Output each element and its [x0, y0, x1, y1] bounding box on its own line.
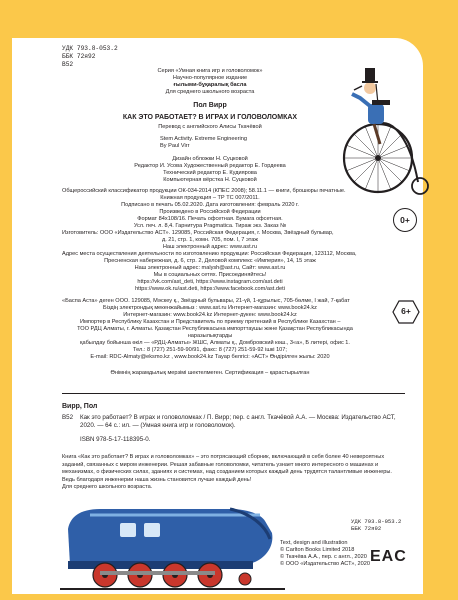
kz-line: қабылдау бойынша өкіл — «РДЦ-Алматы» ЖШС, Алматы қ., Домбровский көш., 3«а», Б литері, офис 1. [80, 340, 350, 346]
imprint-line: https://www.ok.ru/ast.deti, https://www.facebook.com/ast.deti [135, 286, 285, 292]
imprint-line: Подписано в печать 05.02.2020. Дата изготовления: февраль 2020 г. [121, 202, 299, 208]
imprint-line: Наш электронный адрес: www.ast.ru [162, 244, 258, 250]
credit-cover: Дизайн обложки Н. Суцковой [172, 156, 248, 162]
series-line-4: Для среднего школьного возраста [165, 89, 255, 95]
age-6-badge: 6+ [401, 306, 411, 316]
translation-credit: Перевод с английского Алисы Ткачёвой [158, 124, 262, 130]
imprint-line: Произведено в Российской Федерации [159, 209, 261, 215]
kz-line: «Баспа Аста» деген ООО. 129085, Мәскеу қ., Звёздный бульвары, 21-үй, 1-құрылыс, 705-бөлме, I жай, 7-қабат [62, 298, 350, 304]
bbk-code: ББК 72я92 [62, 53, 96, 60]
bbk-code-bottom: ББК 72я92 [351, 525, 382, 532]
validity-note: Өнімнің жарамдылық мерзімі шектелмеген. Сертификация – қарастырылған [110, 370, 310, 376]
kz-line: ТОО РДЦ Алматы, г. Алматы. Қазақстан Республикасына импорттаушы және Қазақстан Республикасында [77, 326, 353, 332]
annotation-line-2: Ведь благодаря инженерии наша жизнь становится лучше каждый день! [62, 477, 252, 483]
imprint-line: Мы в социальных сетях. Присоединяйтесь! [153, 272, 267, 278]
kz-line: Интернет-магазин: www.book24.kz Интернет-дүкен: www.book24.kz [123, 312, 297, 318]
kz-line: Тел.: 8 (727) 251-59-90/91, факс: 8 (727) 251-59-92 ішкі 107; [133, 347, 287, 353]
udk-code-bottom: УДК 793.8-053.2 [351, 518, 402, 525]
credit-layout: Компьютерная вёрстка Н. Суцковой [163, 177, 257, 183]
divider [62, 393, 405, 394]
imprint-line: Усл. печ. л. 8,4. Гарнитура Pragmatica. Тираж экз. Заказ № [133, 223, 287, 229]
catalog-author: Вирр, Пол [62, 403, 98, 410]
credit-editors: Редактор И. Усова Художественный редактор Е. Гордеева [134, 163, 286, 169]
credit-tech-editor: Технический редактор Е. Кудиярова [163, 170, 257, 176]
imprint-line: д. 21, стр. 1, комн. 705, пом. I, 7 этаж [161, 237, 259, 243]
kz-line: наразылықтарды [187, 333, 233, 339]
kz-line: Біздің электрондық мекенжайымыз : www.ast.ru Интернет-магазин: www.book24.kz [103, 305, 317, 311]
copyright-line: © Ткачёва А.А., пер. с англ., 2020 [280, 554, 367, 560]
series-line-1: Серия «Умная книга игр и головоломок» [157, 68, 263, 74]
imprint-line: Адрес места осуществления деятельности по изготовлению продукции: Российская Федерация, 123112, Москва, [62, 251, 357, 257]
catalog-description: Как это работает? В играх и головоломках / П. Вирр; пер. с англ. Ткачёвой А.А. — Москва: Издательство АСТ, 2020. — 64 с.: ил. — (Умная книга игр и головоломок). [80, 414, 396, 429]
imprint-line: Пресненская набережная, д. 6, стр. 2, Деловой комплекс «Империя», 14, 15 этаж [104, 258, 316, 264]
locomotive-illustration [60, 495, 285, 595]
book-title: КАК ЭТО РАБОТАЕТ? В ИГРАХ И ГОЛОВОЛОМКАХ [122, 114, 298, 121]
copyright-line: Text, design and illustration [280, 540, 348, 546]
catalog-code: В52 [62, 414, 74, 421]
udk-code: УДК 793.8-053.2 [62, 45, 118, 52]
series-line-2: Научно-популярное издание [172, 75, 248, 81]
annotation-line-3: Для среднего школьного возраста. [62, 484, 153, 490]
imprint-line: Изготовитель: ООО «Издательство АСТ». 129085, Российская Федерация, г. Москва, Звёздный бульвар, [62, 230, 334, 236]
imprint-line: Формат 84х108/16. Печать офсетная. Бумага офсетная. [137, 216, 283, 222]
kz-line: Импортер в Республику Казахстан и Представитель по приему претензий в Республике Казахстан – [80, 319, 341, 325]
author-name: Пол Вирр [193, 102, 227, 109]
eac-mark: EAC [370, 548, 407, 565]
annotation: Книга «Как это работает? В играх и головоломках» – это потрясающий сборник, включающий в себя более 40 невероятных заданий, связанных с миром инженерии. Решая забавные головоломки, читатель узнает много интересного о машинах и механизмах, о физических силах, зданиях и системах, над созданием которых каждый день трудятся талантливые инженеры. [62, 454, 392, 476]
author-code: В52 [62, 61, 74, 68]
isbn: ISBN 978-5-17-118395-0. [80, 436, 151, 443]
imprint-line: Наш электронный адрес: malysh@ast.ru, Сайт: www.ast.ru [134, 265, 286, 271]
copyright-line: © Carlton Books Limited 2018 [280, 547, 355, 553]
copyright-line: © ООО «Издательство АСТ», 2020 [280, 561, 370, 567]
imprint-line: Общероссийский классификатор продукции ОК-034-2014 (КПЕС 2008); 58.11.1 — книги, брошюры печатные. [62, 188, 346, 194]
original-title: Stem Activity. Extreme Engineering [160, 136, 247, 142]
age-rating-badge: 0+ [393, 208, 417, 232]
kz-line: E-mail: RDC-Almaty@eksmo.kz , www.book24.kz Тауар белгісі: «АСТ» Өндірілген жылы: 2020 [90, 354, 330, 360]
penny-farthing-illustration [332, 48, 432, 196]
series-line-3: ғылыми-бұқаралық басла [173, 82, 247, 88]
imprint-line: Книжная продукция – ТР ТС 007/2011. [160, 195, 260, 201]
original-author: By Paul Virr [160, 143, 190, 149]
imprint-line: https://vk.com/ast_deti, https://www.instagram.com/ast.deti [137, 279, 283, 285]
